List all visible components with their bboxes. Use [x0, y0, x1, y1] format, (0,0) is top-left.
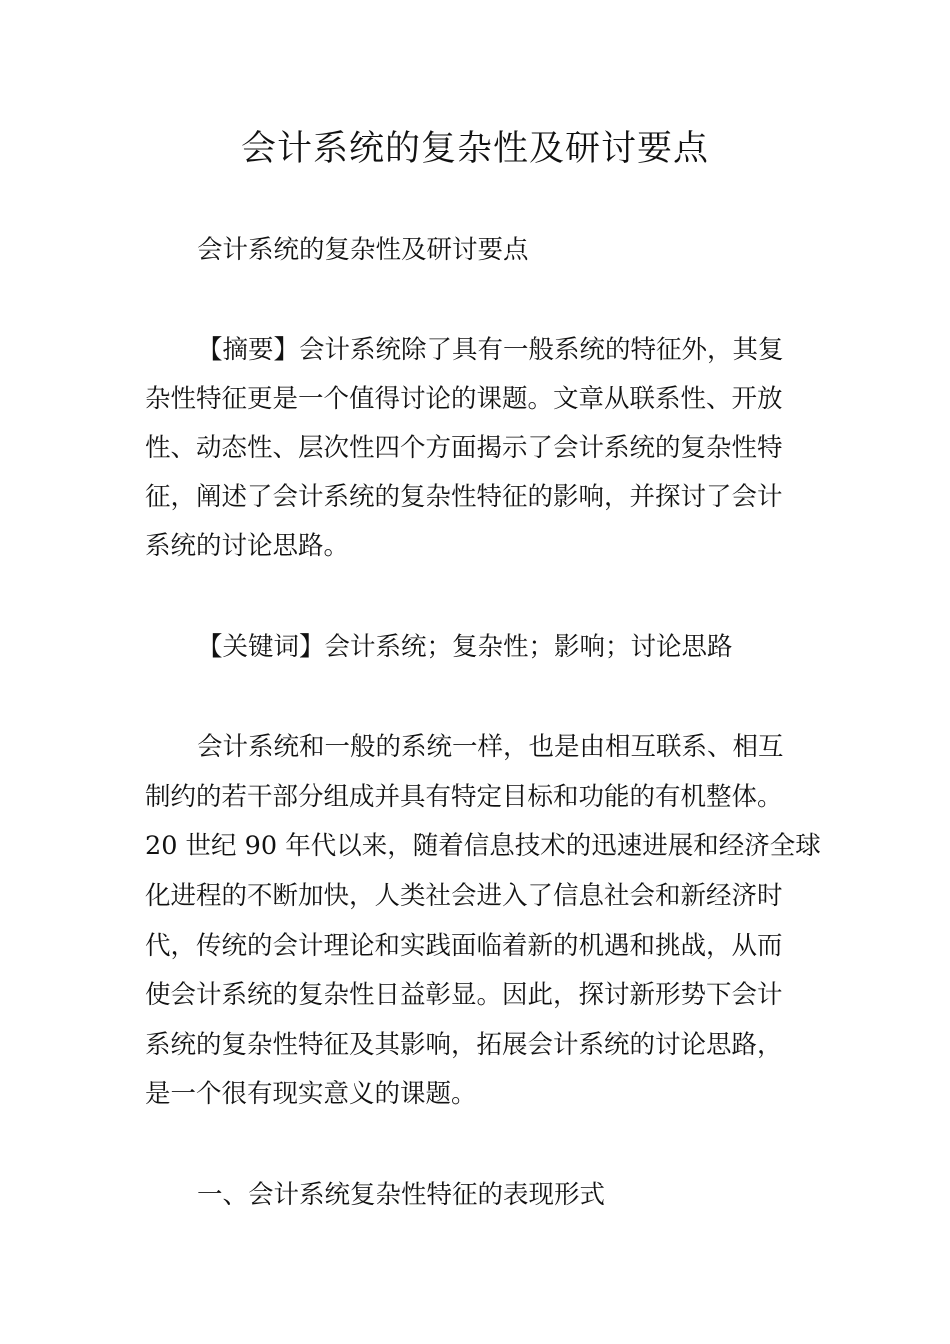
abstract-line: 性、动态性、层次性四个方面揭示了会计系统的复杂性特 [145, 433, 783, 463]
abstract-line: 系统的讨论思路。 [145, 531, 350, 561]
body-line: 代，传统的会计理论和实践面临着新的机遇和挑战，从而 [145, 931, 783, 961]
abstract-line: 征，阐述了会计系统的复杂性特征的影响，并探讨了会计 [145, 482, 783, 512]
body-line: 制约的若干部分组成并具有特定目标和功能的有机整体。 [145, 782, 783, 812]
abstract-line: 【摘要】会计系统除了具有一般系统的特征外，其复 [197, 335, 784, 365]
body-line: 系统的复杂性特征及其影响，拓展会计系统的讨论思路， [145, 1030, 783, 1060]
body-line: 使会计系统的复杂性日益彰显。因此，探讨新形势下会计 [145, 980, 783, 1010]
body-line: 会计系统和一般的系统一样，也是由相互联系、相互 [197, 732, 784, 762]
section-heading: 一、会计系统复杂性特征的表现形式 [197, 1180, 606, 1210]
body-line: 化进程的不断加快，人类社会进入了信息社会和新经济时 [145, 881, 783, 911]
abstract-line: 杂性特征更是一个值得讨论的课题。文章从联系性、开放 [145, 384, 783, 414]
document-title: 会计系统的复杂性及研讨要点 [240, 129, 709, 169]
body-line: 是一个很有现实意义的课题。 [145, 1079, 477, 1109]
body-line: 20 世纪 90 年代以来，随着信息技术的迅速进展和经济全球 [145, 831, 821, 861]
document-subtitle: 会计系统的复杂性及研讨要点 [197, 235, 529, 265]
keywords-line: 【关键词】会计系统；复杂性；影响；讨论思路 [197, 632, 733, 662]
